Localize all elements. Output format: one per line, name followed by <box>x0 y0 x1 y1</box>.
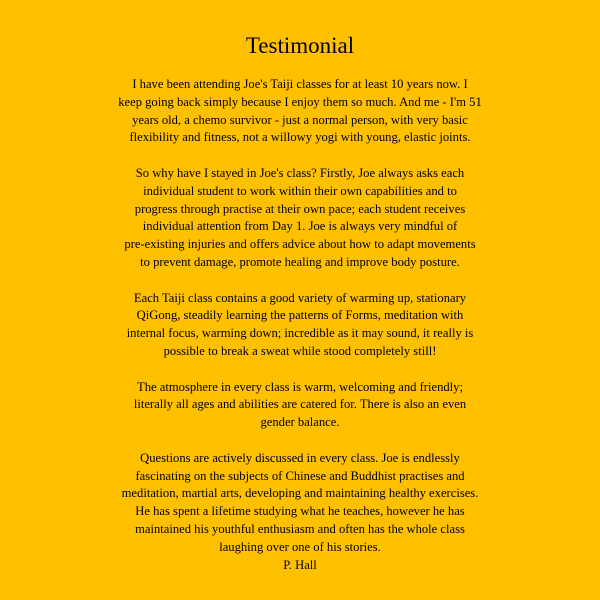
text-line: flexibility and fitness, not a willowy yogi with young, elastic joints. <box>129 130 471 145</box>
testimonial-paragraph-3 <box>100 290 500 361</box>
text-line: pre-existing injuries and offers advice about how to adapt movements <box>124 237 476 252</box>
page-title: Testimonial <box>245 33 355 58</box>
text-line: keep going back simply because I enjoy them so much. And me - I'm 51 <box>118 94 482 109</box>
text-line: Each Taiji class contains a good variety of warming up, stationary <box>133 290 467 305</box>
testimonial-paragraph-4 <box>100 379 500 432</box>
text-line: internal focus, warming down; incredible as it may sound, it really is <box>126 326 474 341</box>
text-line: The atmosphere in every class is warm, welcoming and friendly; <box>137 379 463 394</box>
text-line: laughing over one of his stories. <box>219 539 381 554</box>
text-line: literally all ages and abilities are catered for. There is also an even <box>133 397 467 412</box>
testimonial-paragraph-5 <box>100 450 500 557</box>
text-line: So why have I stayed in Joe's class? Firstly, Joe always asks each <box>135 165 465 180</box>
text-line: meditation, martial arts, developing and maintaining healthy exercises. <box>121 486 479 501</box>
text-line: Questions are actively discussed in every class. Joe is endlessly <box>140 450 460 465</box>
text-line: gender balance. <box>260 415 340 430</box>
text-line: possible to break a sweat while stood completely still! <box>163 343 437 358</box>
text-line: He has spent a lifetime studying what he teaches, however he has <box>135 504 465 519</box>
text-line: progress through practise at their own pace; each student receives <box>134 201 466 216</box>
text-line: individual attention from Day 1. Joe is always very mindful of <box>142 219 458 234</box>
text-line: individual student to work within their own capabilities and to <box>143 183 457 198</box>
testimonial-paragraph-1 <box>100 76 500 147</box>
text-line: maintained his youthful enthusiasm and often has the whole class <box>135 521 465 536</box>
text-line: years old, a chemo survivor - just a normal person, with very basic <box>132 112 468 127</box>
testimonial-body <box>100 76 500 574</box>
text-line: to prevent damage, promote healing and improve body posture. <box>140 254 460 269</box>
text-line: fascinating on the subjects of Chinese and Buddhist practises and <box>135 468 465 483</box>
testimonial-paragraph-2 <box>100 165 500 272</box>
text-line: QiGong, steadily learning the patterns of Forms, meditation with <box>136 308 464 323</box>
signature: P. Hall <box>283 557 317 572</box>
text-line: I have been attending Joe's Taiji classes for at least 10 years now. I <box>132 77 468 91</box>
